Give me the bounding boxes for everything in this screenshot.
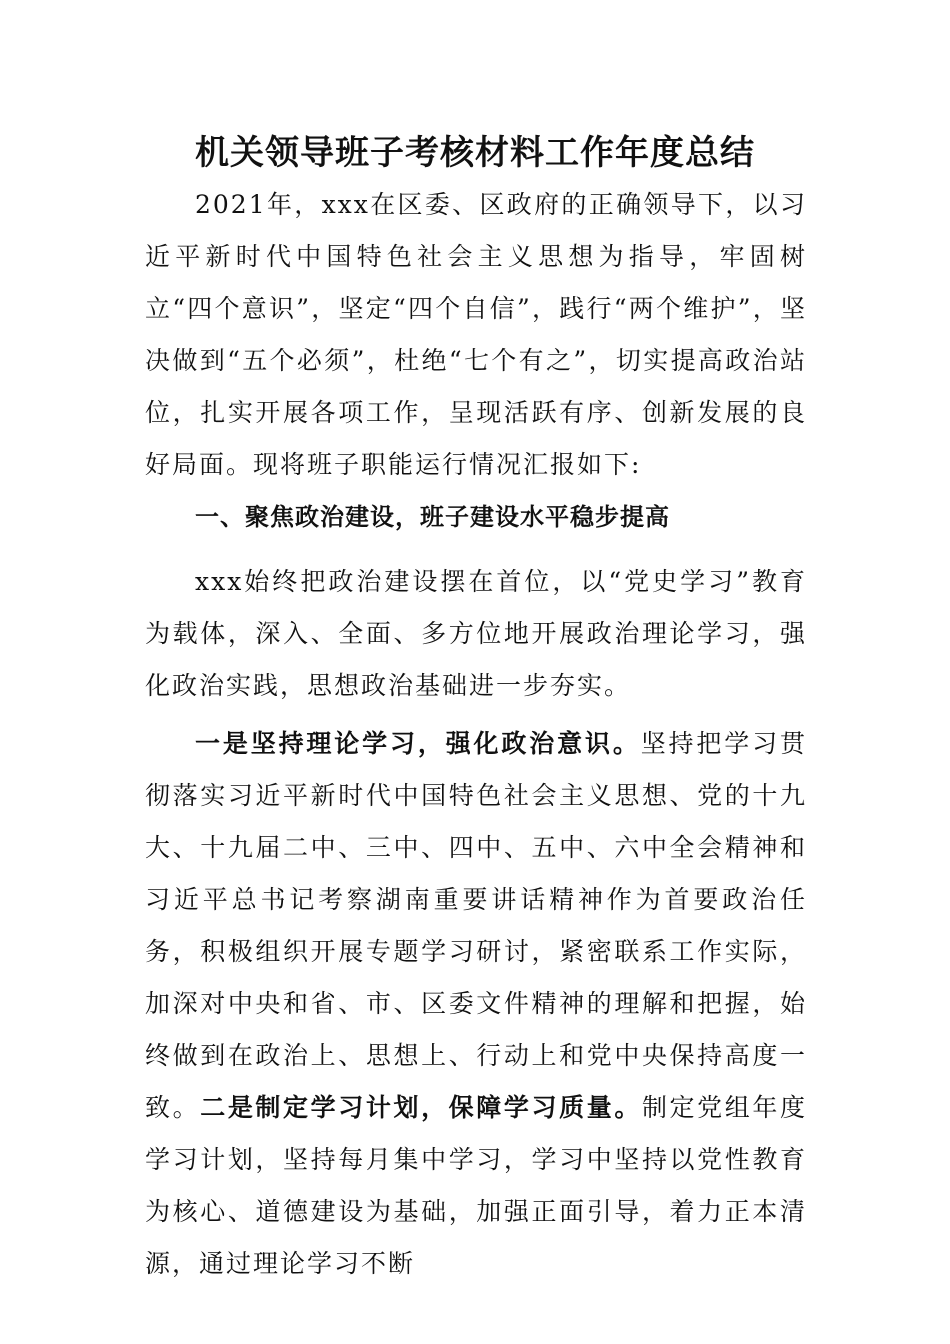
section1-intro-paragraph: xxx始终把政治建设摆在首位，以“党史学习”教育为载体，深入、全面、多方位地开展政治理论学习，强化政治实践，思想政治基础进一步夯实。 [145, 567, 807, 700]
point1-lead: 一是坚持理论学习，强化政治意识。 [195, 729, 641, 758]
document-title: 机关领导班子考核材料工作年度总结 [195, 133, 755, 173]
section-heading-1: 一、聚焦政治建设，班子建设水平稳步提高 [195, 503, 670, 531]
section1-points-paragraph [145, 718, 807, 1290]
point2-lead: 二是制定学习计划，保障学习质量。 [200, 1093, 642, 1122]
point1-body: 坚持把学习贯彻落实习近平新时代中国特色社会主义思想、党的十九大、十九届二中、三中、四中、五中、六中全会精神和习近平总书记考察湖南重要讲话精神作为首要政治任务，积极组织开展专题学习研讨，紧密联系工作实际，加深对中央和省、市、区委文件精神的理解和把握，始终做到在政治上、思想上、行动上和党中央保持高度一致。 [145, 729, 807, 1122]
intro-paragraph: 2021年，xxx在区委、区政府的正确领导下，以习近平新时代中国特色社会主义思想为指导，牢固树立“四个意识”，坚定“四个自信”，践行“两个维护”，坚决做到“五个必须”，杜绝“七个有之”，切实提高政治站位，扎实开展各项工作，呈现活跃有序、创新发展的良好局面。现将班子职能运行情况汇报如下: [145, 190, 807, 479]
point2-body: 制定党组年度学习计划，坚持每月集中学习，学习中坚持以党性教育为核心、道德建设为基础，加强正面引导，着力正本清源，通过理论学习不断 [145, 1093, 807, 1278]
